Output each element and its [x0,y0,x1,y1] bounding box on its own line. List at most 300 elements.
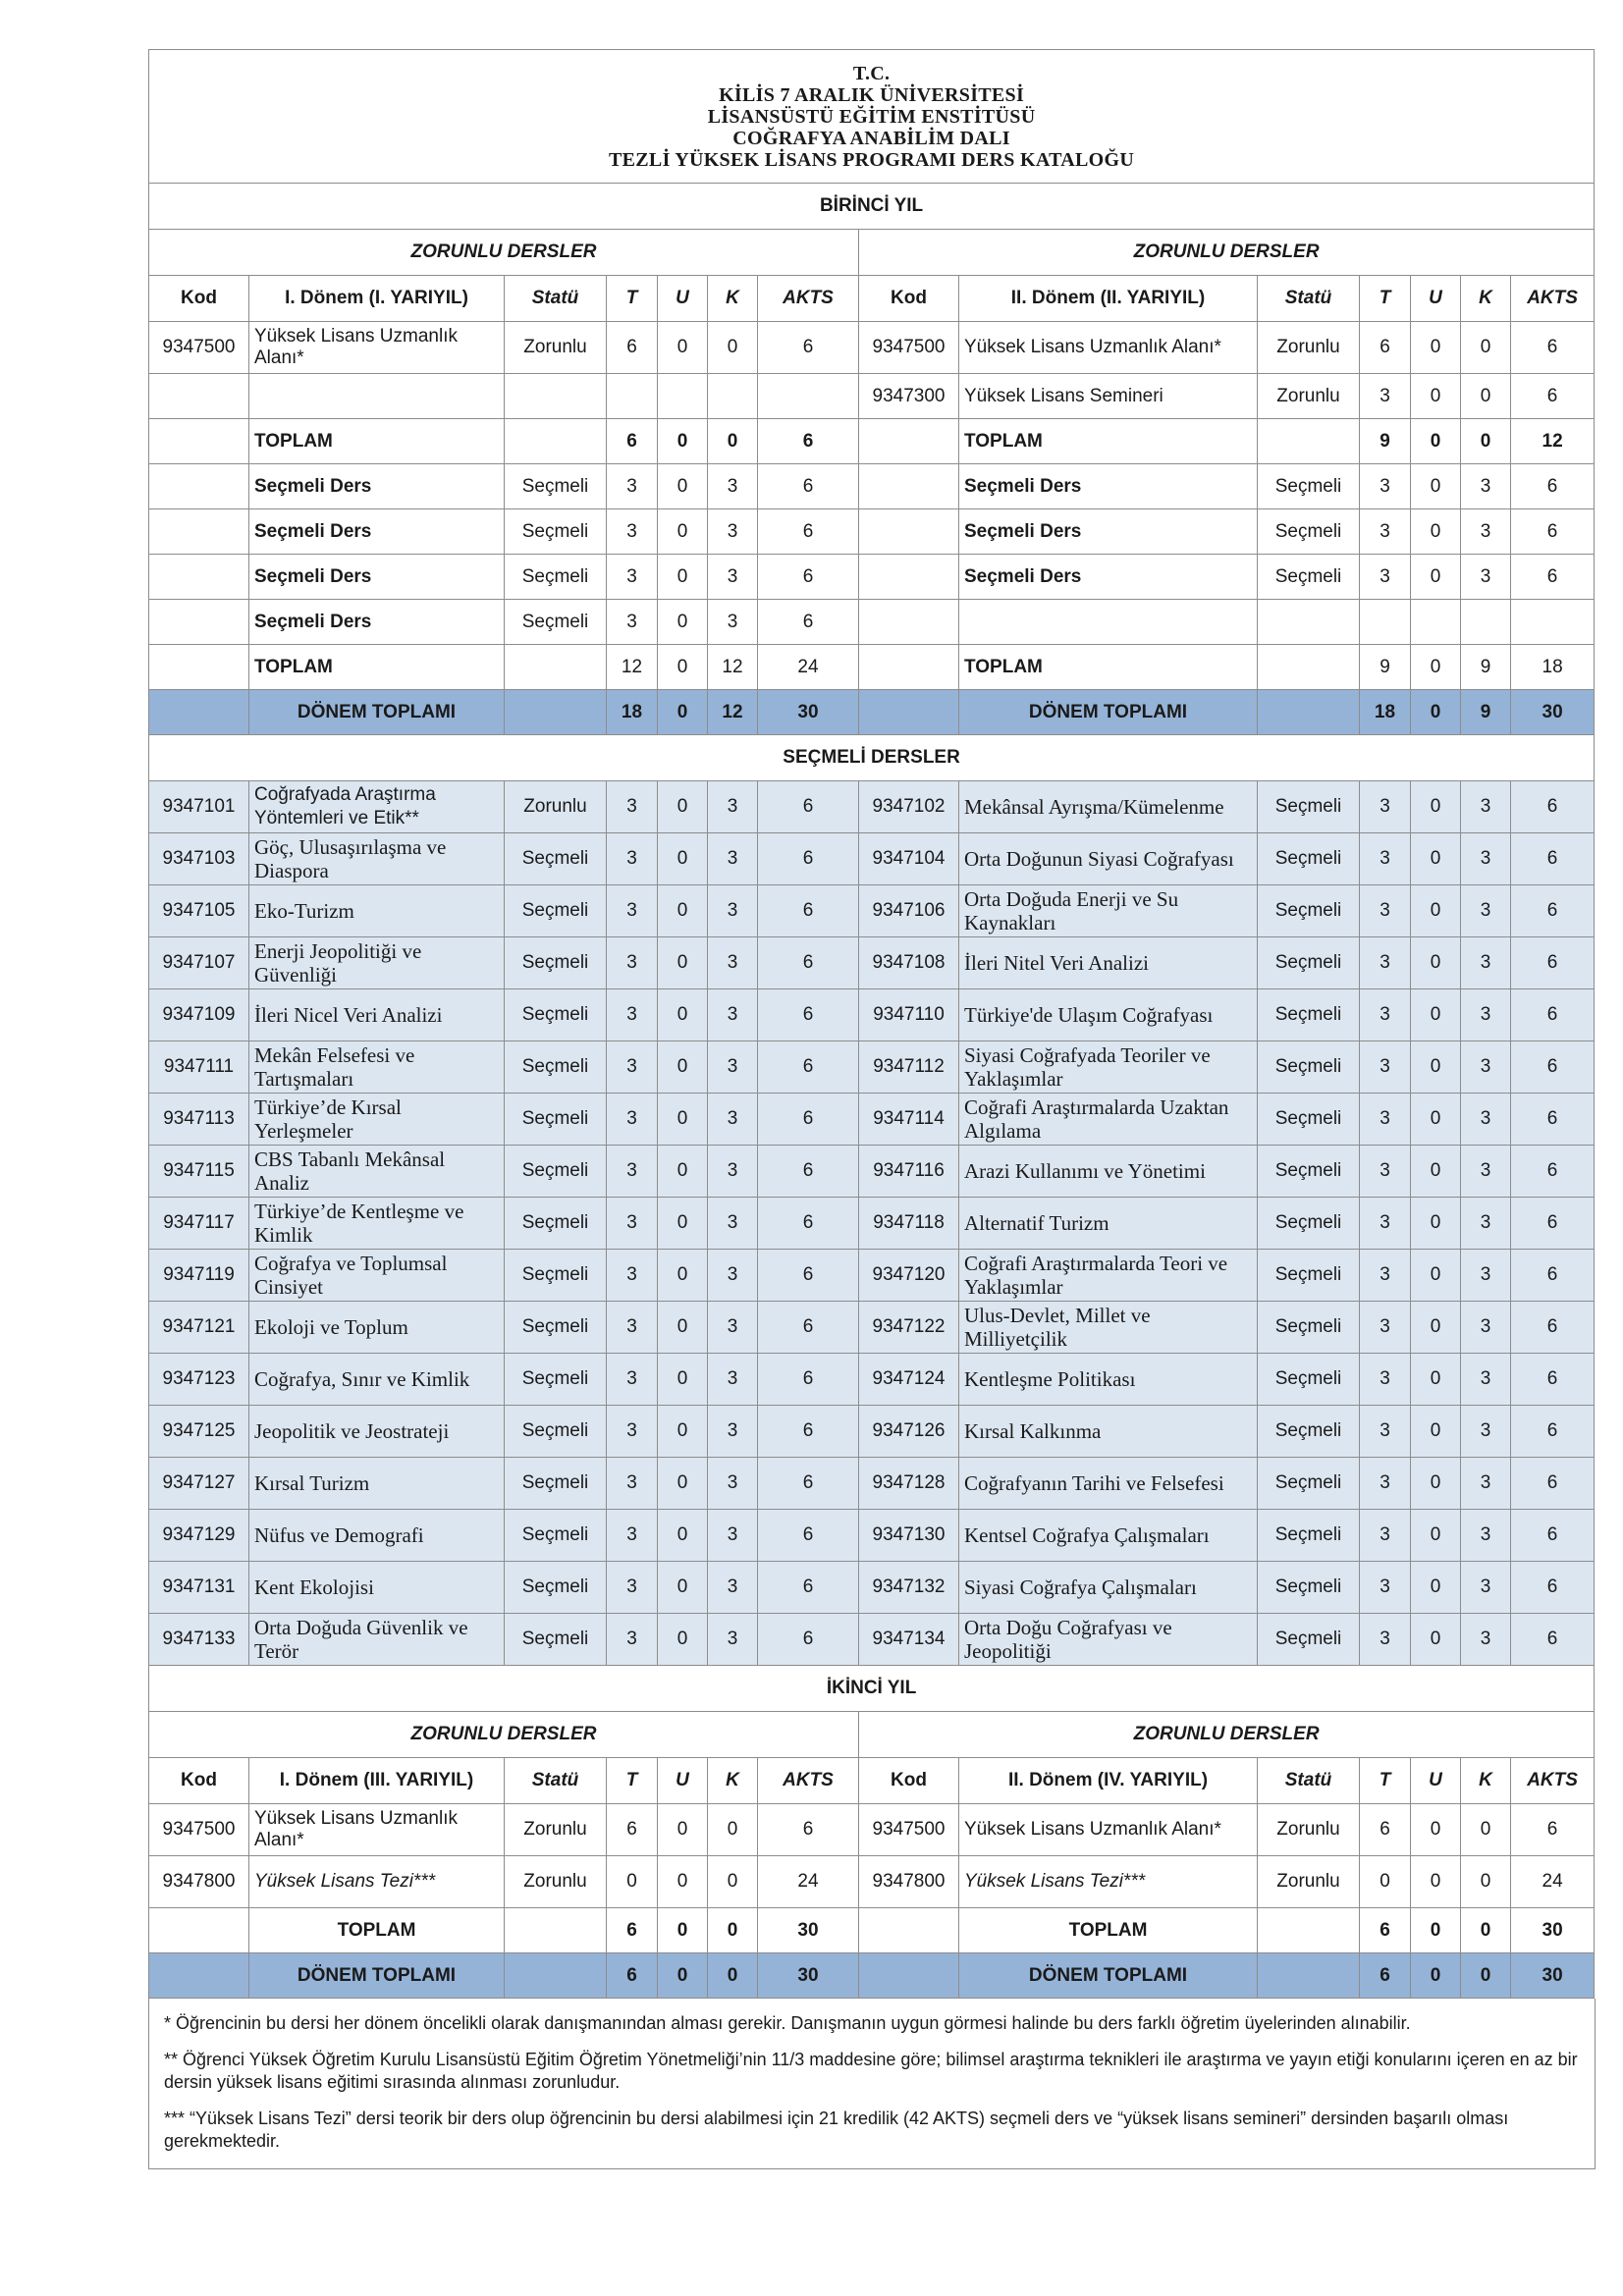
course-status: Seçmeli [1258,1198,1360,1250]
course-t: 6 [607,1804,658,1856]
course-k: 3 [708,1094,758,1146]
course-code: 9347107 [149,937,249,989]
course-code: 9347116 [859,1146,959,1198]
course-k: 3 [1461,509,1511,555]
course-k: 3 [708,464,758,509]
course-u: 0 [658,1458,708,1510]
subtotal-row [149,645,1595,690]
course-name [249,374,505,419]
required-heading-right: ZORUNLU DERSLER [859,1712,1595,1758]
required-heading-left: ZORUNLU DERSLER [149,1712,859,1758]
year2-title-row [149,1666,1595,1712]
course-catalog [148,49,1594,2169]
course-akts: 6 [1511,1198,1595,1250]
course-code: 9347133 [149,1614,249,1666]
subtotal-label: TOPLAM [959,419,1258,464]
col-akts: AKTS [1511,1758,1595,1804]
course-name: Türkiye’de Kırsal Yerleşmeler [249,1094,505,1146]
course-u: 0 [658,555,708,600]
col-k: K [1461,1758,1511,1804]
course-code [859,600,959,645]
required-heading-left: ZORUNLU DERSLER [149,230,859,276]
total-t: 6 [1360,1953,1411,1999]
footnote: ** Öğrenci Yüksek Öğretim Kurulu Lisansüstü Eğitim Öğretim Yönetmeliği’nin 11/3 maddesine göre; bilimsel araştırma teknikleri ile araştırma ve yayın etiği konularını içeren en az bir dersin yüksek lisans eğitimi sırasında alınması zorunludur. [164,2050,1578,2092]
course-k: 3 [1461,1510,1511,1562]
course-status [1258,645,1360,690]
elective-row [149,1250,1595,1302]
total-u: 0 [658,690,708,735]
course-u [658,374,708,419]
course-k: 3 [1461,1146,1511,1198]
course-status: Seçmeli [1258,833,1360,885]
elective-row [149,1198,1595,1250]
elective-row [149,989,1595,1041]
course-t: 3 [607,781,658,833]
course-name: Enerji Jeopolitiği ve Güvenliği [249,937,505,989]
course-code [859,645,959,690]
course-code: 9347500 [149,1804,249,1856]
course-k: 3 [1461,1041,1511,1094]
course-u: 0 [658,833,708,885]
course-u: 0 [658,989,708,1041]
course-name: Yüksek Lisans Tezi*** [249,1856,505,1908]
header-line: TEZLİ YÜKSEK LİSANS PROGRAMI DERS KATALOĞU [609,148,1135,171]
col-k: K [1461,276,1511,322]
course-t: 0 [1360,1856,1411,1908]
col-kod: Kod [149,1758,249,1804]
course-code: 9347119 [149,1250,249,1302]
course-akts: 6 [758,1094,859,1146]
elective-row [149,1041,1595,1094]
course-code: 9347125 [149,1406,249,1458]
course-u: 0 [1411,937,1461,989]
elective-row [149,833,1595,885]
course-code [149,419,249,464]
term-total-row [149,690,1595,735]
course-k: 3 [708,1250,758,1302]
course-status: Seçmeli [505,555,607,600]
catalog-table [148,49,1595,1999]
course-akts: 6 [1511,1302,1595,1354]
course-status [505,419,607,464]
course-code [859,419,959,464]
course-status [1258,600,1360,645]
course-name: Seçmeli Ders [959,464,1258,509]
course-t: 3 [607,464,658,509]
total-akts: 30 [758,1953,859,1999]
course-k [1461,600,1511,645]
course-t: 3 [607,1094,658,1146]
course-t: 9 [1360,645,1411,690]
course-k: 3 [708,509,758,555]
course-t: 3 [607,1406,658,1458]
course-code: 9347130 [859,1510,959,1562]
course-k: 3 [1461,555,1511,600]
course-akts: 30 [1511,1908,1595,1953]
course-code: 9347102 [859,781,959,833]
course-name: Eko-Turizm [249,885,505,937]
course-t: 3 [607,600,658,645]
col-term: I. Dönem (III. YARIYIL) [249,1758,505,1804]
total-t: 6 [607,1953,658,1999]
course-u: 0 [658,1041,708,1094]
course-t: 3 [1360,1354,1411,1406]
course-status: Seçmeli [505,1562,607,1614]
subtotal-label: TOPLAM [249,645,505,690]
course-name: Kırsal Kalkınma [959,1406,1258,1458]
course-akts: 6 [1511,781,1595,833]
course-u: 0 [1411,989,1461,1041]
course-status: Zorunlu [1258,322,1360,374]
course-code: 9347126 [859,1406,959,1458]
course-status: Seçmeli [1258,1094,1360,1146]
course-code: 9347114 [859,1094,959,1146]
total-k: 0 [708,1953,758,1999]
course-status: Seçmeli [1258,937,1360,989]
course-k: 3 [708,1614,758,1666]
term-total-label: DÖNEM TOPLAMI [959,1953,1258,1999]
course-name: Kırsal Turizm [249,1458,505,1510]
total-u: 0 [1411,1953,1461,1999]
course-status: Seçmeli [1258,1250,1360,1302]
course-code: 9347500 [859,322,959,374]
course-code: 9347109 [149,989,249,1041]
course-k: 3 [708,833,758,885]
course-t: 6 [607,1908,658,1953]
course-code [859,509,959,555]
course-akts: 6 [758,781,859,833]
col-t: T [607,1758,658,1804]
col-kod: Kod [859,276,959,322]
course-k: 3 [1461,464,1511,509]
total-akts: 30 [1511,690,1595,735]
course-k: 3 [1461,1354,1511,1406]
course-akts: 6 [758,1406,859,1458]
course-u: 0 [658,1804,708,1856]
course-akts [758,374,859,419]
column-header-row [149,1758,1595,1804]
course-status: Seçmeli [1258,1510,1360,1562]
course-akts: 6 [1511,1041,1595,1094]
col-u: U [1411,276,1461,322]
course-t: 3 [1360,989,1411,1041]
course-code: 9347131 [149,1562,249,1614]
course-name: Siyasi Coğrafya Çalışmaları [959,1562,1258,1614]
course-status: Seçmeli [1258,989,1360,1041]
course-code: 9347108 [859,937,959,989]
course-u: 0 [658,1302,708,1354]
course-t: 3 [1360,937,1411,989]
total-t: 18 [1360,690,1411,735]
course-name: Orta Doğuda Enerji ve Su Kaynakları [959,885,1258,937]
year1-title: BİRİNCİ YIL [149,184,1595,230]
course-akts: 6 [758,989,859,1041]
course-k [708,374,758,419]
course-akts: 6 [1511,374,1595,419]
course-u: 0 [658,1562,708,1614]
course-name: Orta Doğunun Siyasi Coğrafyası [959,833,1258,885]
col-t: T [1360,276,1411,322]
course-name: Seçmeli Ders [249,555,505,600]
column-header-row [149,276,1595,322]
course-u: 0 [1411,1510,1461,1562]
course-akts [1511,600,1595,645]
course-akts: 6 [1511,1146,1595,1198]
course-akts: 6 [1511,509,1595,555]
course-code: 9347128 [859,1458,959,1510]
course-row [149,322,1595,374]
course-code: 9347106 [859,885,959,937]
course-akts: 6 [758,885,859,937]
course-name: Türkiye’de Kentleşme ve Kimlik [249,1198,505,1250]
subtotal-row [149,1908,1595,1953]
elective-row [149,1510,1595,1562]
course-t: 6 [607,322,658,374]
course-code: 9347132 [859,1562,959,1614]
course-name: Yüksek Lisans Uzmanlık Alanı* [959,322,1258,374]
course-code: 9347127 [149,1458,249,1510]
course-name: Yüksek Lisans Uzmanlık Alanı* [959,1804,1258,1856]
course-u: 0 [658,322,708,374]
course-akts: 6 [1511,1354,1595,1406]
course-u: 0 [658,464,708,509]
course-akts: 24 [1511,1856,1595,1908]
course-t: 3 [1360,1146,1411,1198]
course-u: 0 [1411,1614,1461,1666]
course-akts: 6 [758,1804,859,1856]
course-status: Seçmeli [1258,1614,1360,1666]
course-k: 0 [708,419,758,464]
elective-row [149,1458,1595,1510]
course-t: 3 [607,937,658,989]
course-name: Mekânsal Ayrışma/Kümelenme [959,781,1258,833]
col-u: U [658,1758,708,1804]
course-status [1258,419,1360,464]
course-t: 3 [1360,1250,1411,1302]
course-status: Zorunlu [1258,374,1360,419]
subtotal-row [149,419,1595,464]
course-name: Türkiye'de Ulaşım Coğrafyası [959,989,1258,1041]
course-status: Seçmeli [505,833,607,885]
course-code: 9347124 [859,1354,959,1406]
total-k: 9 [1461,690,1511,735]
course-status: Seçmeli [1258,1406,1360,1458]
subtotal-label: TOPLAM [959,1908,1258,1953]
course-name: Yüksek Lisans Semineri [959,374,1258,419]
course-k: 0 [1461,1856,1511,1908]
course-code: 9347113 [149,1094,249,1146]
course-status: Seçmeli [505,1146,607,1198]
course-t: 3 [1360,1510,1411,1562]
course-k: 3 [708,1041,758,1094]
total-t: 18 [607,690,658,735]
course-u: 0 [1411,1094,1461,1146]
course-u: 0 [1411,1041,1461,1094]
course-t: 3 [607,1510,658,1562]
footnotes [148,1999,1596,2169]
total-k: 0 [1461,1953,1511,1999]
course-akts: 6 [1511,989,1595,1041]
course-u: 0 [1411,1302,1461,1354]
course-code [859,464,959,509]
course-name: Ekoloji ve Toplum [249,1302,505,1354]
course-k: 3 [1461,1562,1511,1614]
course-k: 3 [708,989,758,1041]
course-name: Kentleşme Politikası [959,1354,1258,1406]
course-status: Zorunlu [505,1856,607,1908]
course-akts: 24 [758,1856,859,1908]
course-u: 0 [658,1908,708,1953]
course-status: Seçmeli [505,1406,607,1458]
course-code: 9347115 [149,1146,249,1198]
course-t: 3 [607,1250,658,1302]
course-k: 3 [708,555,758,600]
course-k: 0 [1461,419,1511,464]
course-k: 3 [708,1354,758,1406]
course-akts: 6 [758,937,859,989]
course-t: 3 [607,509,658,555]
course-name: Yüksek Lisans Tezi*** [959,1856,1258,1908]
course-akts: 6 [758,1510,859,1562]
course-u: 0 [1411,322,1461,374]
course-t: 12 [607,645,658,690]
col-statu: Statü [1258,1758,1360,1804]
course-k: 3 [1461,1614,1511,1666]
course-akts: 6 [1511,555,1595,600]
course-u: 0 [1411,1804,1461,1856]
header-line: LİSANSÜSTÜ EĞİTİM ENSTİTÜSÜ [707,105,1036,128]
course-name: Mekân Felsefesi ve Tartışmaları [249,1041,505,1094]
course-u: 0 [1411,1406,1461,1458]
course-code: 9347121 [149,1302,249,1354]
course-k: 0 [708,322,758,374]
course-t: 3 [1360,374,1411,419]
course-status: Seçmeli [505,600,607,645]
course-t: 3 [1360,464,1411,509]
course-k: 3 [708,1458,758,1510]
course-u: 0 [1411,1146,1461,1198]
course-t: 3 [1360,781,1411,833]
course-akts: 6 [1511,464,1595,509]
course-akts: 6 [758,833,859,885]
course-akts: 6 [1511,322,1595,374]
course-k: 3 [1461,937,1511,989]
course-akts: 18 [1511,645,1595,690]
course-name [959,600,1258,645]
course-code: 9347300 [859,374,959,419]
course-name: Coğrafyada Araştırma Yöntemleri ve Etik** [249,781,505,833]
course-u: 0 [1411,885,1461,937]
course-code: 9347112 [859,1041,959,1094]
total-k: 12 [708,690,758,735]
course-name: Coğrafi Araştırmalarda Uzaktan Algılama [959,1094,1258,1146]
course-u: 0 [1411,1908,1461,1953]
course-k: 3 [708,1302,758,1354]
course-code: 9347500 [149,322,249,374]
course-name: Ulus-Devlet, Millet ve Milliyetçilik [959,1302,1258,1354]
course-u: 0 [658,1198,708,1250]
col-t: T [607,276,658,322]
course-t: 9 [1360,419,1411,464]
course-t [1360,600,1411,645]
course-code: 9347500 [859,1804,959,1856]
course-akts: 6 [758,1354,859,1406]
course-u: 0 [658,645,708,690]
course-k: 3 [1461,1198,1511,1250]
course-code [149,509,249,555]
elective-row [149,1562,1595,1614]
course-akts: 6 [758,1146,859,1198]
course-akts: 6 [1511,1510,1595,1562]
course-code: 9347123 [149,1354,249,1406]
elective-row [149,885,1595,937]
course-code [149,555,249,600]
course-name: Orta Doğu Coğrafyası ve Jeopolitiği [959,1614,1258,1666]
course-row [149,600,1595,645]
course-row [149,1804,1595,1856]
header-line: T.C. [852,62,891,84]
course-akts: 6 [1511,1406,1595,1458]
course-u: 0 [658,1250,708,1302]
course-t: 6 [1360,322,1411,374]
course-status: Seçmeli [1258,509,1360,555]
col-u: U [1411,1758,1461,1804]
term-total-row [149,1953,1595,1999]
course-u: 0 [658,1146,708,1198]
course-k: 3 [708,1146,758,1198]
course-status: Seçmeli [1258,1458,1360,1510]
elective-row [149,1354,1595,1406]
term-total-label: DÖNEM TOPLAMI [249,1953,505,1999]
course-status: Seçmeli [505,509,607,555]
col-kod: Kod [149,276,249,322]
course-code: 9347111 [149,1041,249,1094]
col-t: T [1360,1758,1411,1804]
course-t: 3 [1360,1562,1411,1614]
course-t: 3 [1360,1302,1411,1354]
course-akts: 30 [758,1908,859,1953]
course-u: 0 [1411,1458,1461,1510]
footnote: *** “Yüksek Lisans Tezi” dersi teorik bir ders olup öğrencinin bu dersi alabilmesi için 21 kredilik (42 AKTS) seçmeli ders ve “yüksek lisans semineri” dersinden başarılı olması gerekmektedir. [164,2109,1509,2151]
course-t: 3 [607,833,658,885]
course-status: Seçmeli [505,1094,607,1146]
course-status [505,374,607,419]
electives-title: SEÇMELİ DERSLER [149,735,1595,781]
course-k: 3 [708,1562,758,1614]
footnote: * Öğrencinin bu dersi her dönem öncelikli olarak danışmanından alması gerekir. Danışmanın uygun görmesi halinde bu ders farklı öğretim üyelerinden alınabilir. [164,2013,1411,2033]
course-status: Seçmeli [505,1354,607,1406]
col-term: II. Dönem (II. YARIYIL) [959,276,1258,322]
course-akts: 6 [758,1614,859,1666]
col-akts: AKTS [758,276,859,322]
course-status: Zorunlu [505,781,607,833]
course-t: 3 [1360,1198,1411,1250]
course-k: 3 [1461,833,1511,885]
course-code: 9347110 [859,989,959,1041]
course-k: 3 [708,600,758,645]
course-k: 9 [1461,645,1511,690]
course-t: 3 [607,1458,658,1510]
course-name: Siyasi Coğrafyada Teoriler ve Yaklaşımlar [959,1041,1258,1094]
course-akts: 6 [1511,1804,1595,1856]
course-t: 3 [1360,555,1411,600]
course-k: 0 [1461,1908,1511,1953]
course-status: Zorunlu [505,322,607,374]
course-code: 9347104 [859,833,959,885]
course-u: 0 [1411,1354,1461,1406]
course-u: 0 [1411,555,1461,600]
header-line: COĞRAFYA ANABİLİM DALI [732,127,1010,149]
